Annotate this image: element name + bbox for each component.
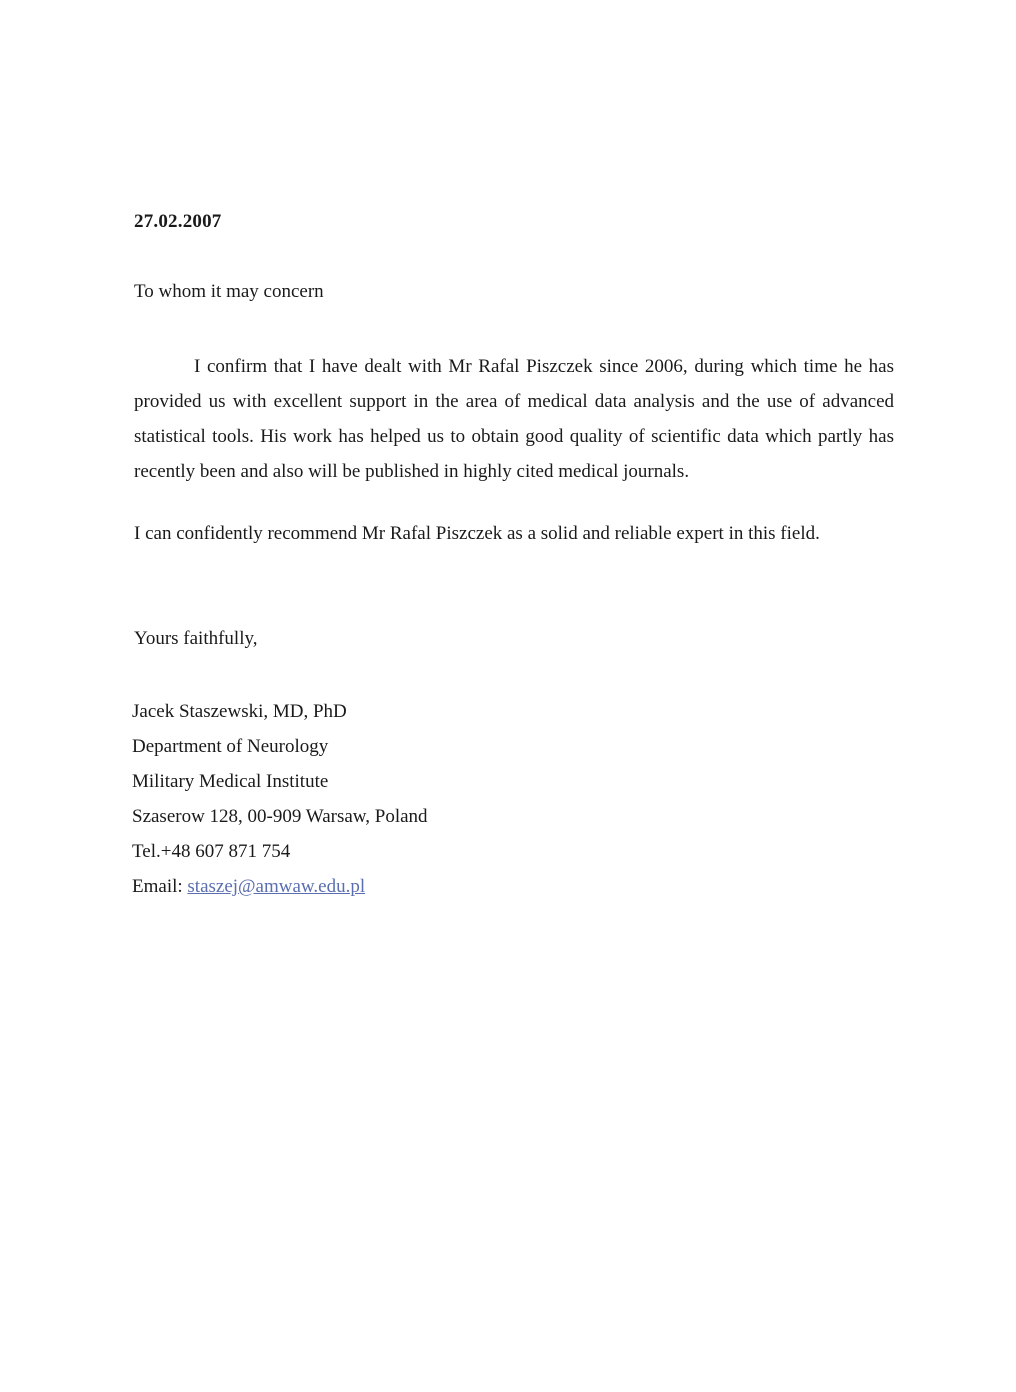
recommendation-paragraph: I can confidently recommend Mr Rafal Piszczek as a solid and reliable expert in this field. bbox=[134, 523, 820, 544]
signer-department: Department of Neurology bbox=[132, 736, 329, 757]
salutation: To whom it may concern bbox=[134, 281, 324, 302]
signer-phone: Tel.+48 607 871 754 bbox=[132, 841, 291, 862]
signer-address: Szaserow 128, 00-909 Warsaw, Poland bbox=[132, 806, 428, 827]
letter-date: 27.02.2007 bbox=[134, 211, 222, 232]
signer-institute: Military Medical Institute bbox=[132, 771, 329, 792]
email-label: Email: bbox=[132, 876, 183, 897]
email-link[interactable]: staszej@amwaw.edu.pl bbox=[187, 876, 366, 897]
signer-email-line bbox=[132, 869, 428, 904]
body-paragraph: I confirm that I have dealt with Mr Rafal Piszczek since 2006, during which time he has provided us with excellent support in the area of medical data analysis and the use of advanced statistical tools. His work has helped us to obtain good quality of scientific data which partly has recently been and also will be published in highly cited medical journals. bbox=[134, 356, 894, 482]
signer-name: Jacek Staszewski, MD, PhD bbox=[132, 701, 347, 722]
closing-line: Yours faithfully, bbox=[134, 628, 258, 649]
signature-block bbox=[132, 694, 428, 904]
